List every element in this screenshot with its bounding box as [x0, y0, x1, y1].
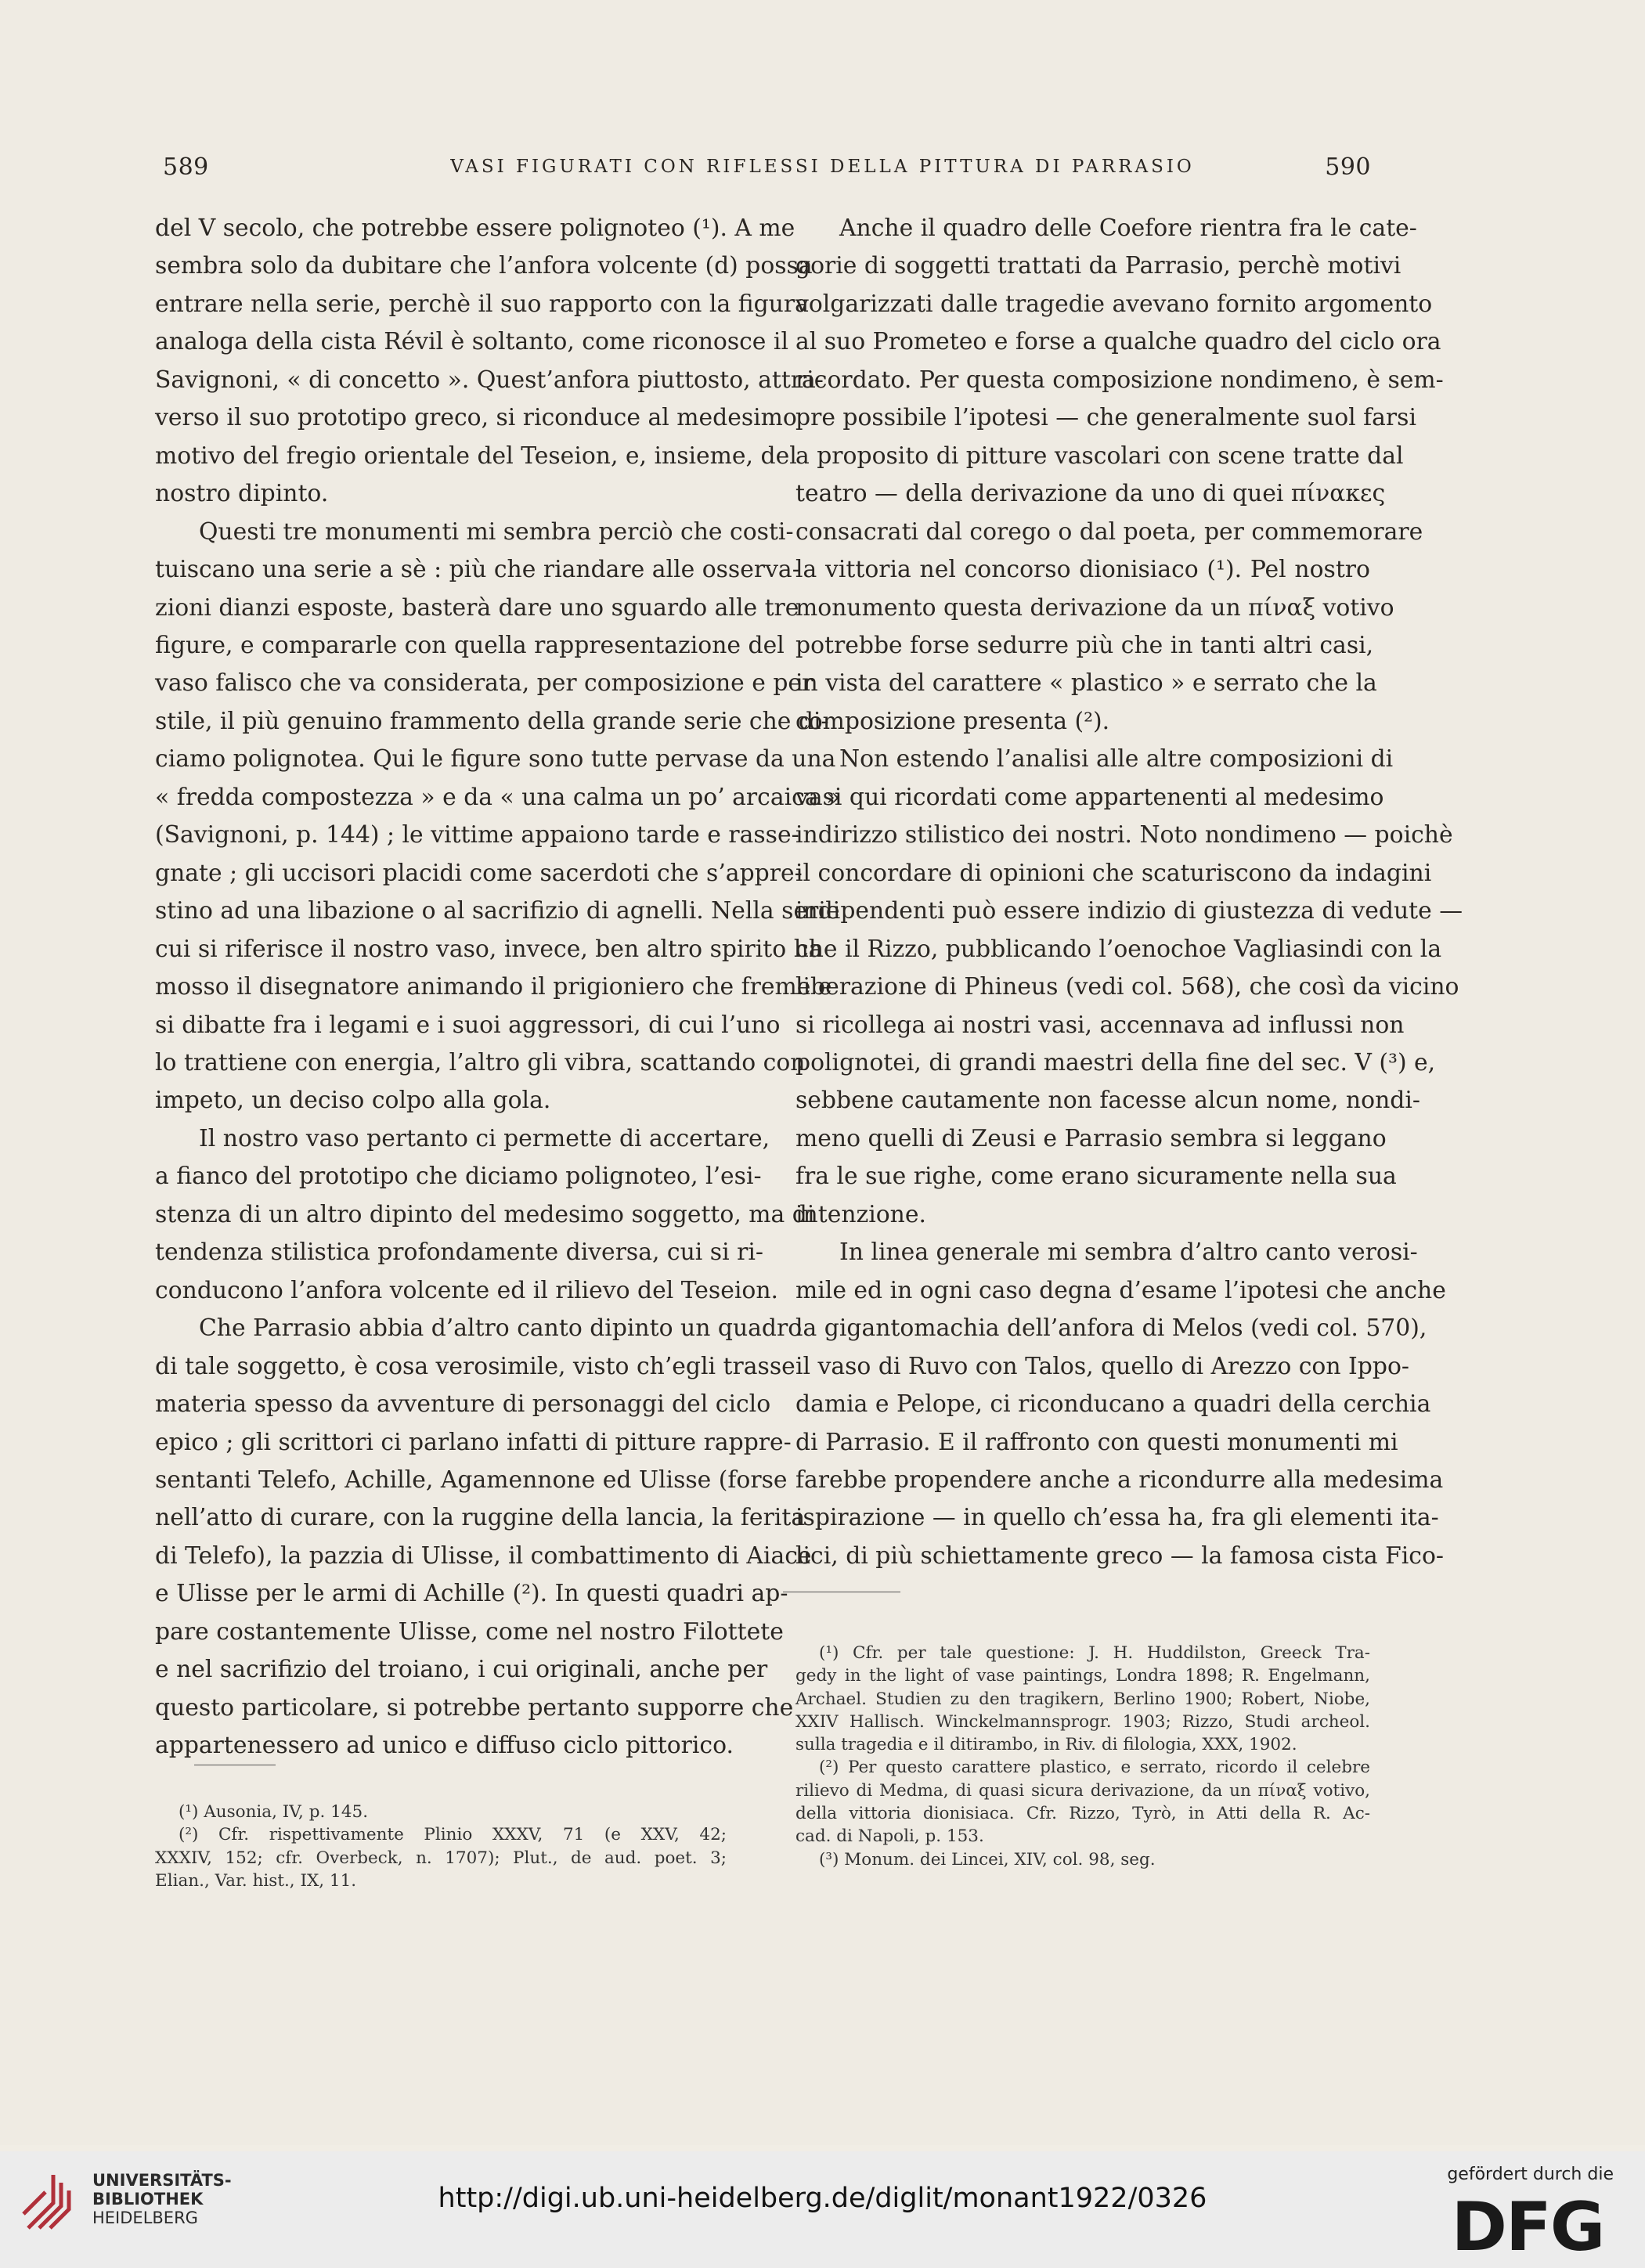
footnote-line: (¹) Cfr. per tale questione: J. H. Huddilston, Greeck Tra-	[819, 1643, 1370, 1663]
text-line: epico ; gli scrittori ci parlano infatti di pitture rappre-	[155, 1428, 792, 1456]
text-line: cui si riferisce il nostro vaso, invece, ben altro spirito ha	[155, 935, 823, 963]
text-line: conducono l’anfora volcente ed il rilievo del Teseion.	[155, 1276, 778, 1304]
footnote-line: gedy in the light of vase paintings, Londra 1898; R. Engelmann,	[795, 1666, 1370, 1686]
text-line: sembra solo da dubitare che l’anfora volcente (d) possa	[155, 252, 813, 280]
text-line: (Savignoni, p. 144) ; le vittime appaiono tarde e rasse-	[155, 821, 799, 849]
text-line: del V secolo, che potrebbe essere polignoteo (¹). A me	[155, 215, 795, 242]
left-footnotes	[155, 1801, 727, 1892]
footer-bar	[0, 2151, 1645, 2268]
text-line: di tale soggetto, è cosa verosimile, visto ch’egli trasse	[155, 1352, 795, 1380]
text-line: la vittoria nel concorso dionisiaco (¹). Pel nostro	[795, 556, 1370, 584]
text-line: il concordare di opinioni che scaturiscono da indagini	[795, 859, 1432, 887]
text-line: zioni dianzi esposte, basterà dare uno sguardo alle tre	[155, 593, 799, 622]
text-line: damia e Pelope, ci riconducano a quadri della cerchia	[795, 1390, 1431, 1419]
footnote-line: (²) Per questo carattere plastico, e serrato, ricordo il celebre	[819, 1758, 1370, 1778]
right-footnotes	[795, 1642, 1370, 1871]
svg-text:DFG: DFG	[1451, 2194, 1604, 2258]
text-line: monumento questa derivazione da un πίναξ votivo	[795, 593, 1394, 622]
text-line: stino ad una libazione o al sacrifizio di agnelli. Nella serie	[155, 897, 840, 925]
permalink-url[interactable]: http://digi.ub.uni-heidelberg.de/diglit/monant1922/0326	[438, 2183, 1207, 2214]
text-line: lici, di più schiettamente greco — la famosa cista Fico-	[795, 1541, 1444, 1570]
footnote-line: (³) Monum. dei Lincei, XIV, col. 98, seg.	[819, 1849, 1156, 1870]
text-line: a fianco del prototipo che diciamo polignoteo, l’esi-	[155, 1163, 762, 1191]
text-line: pre possibile l’ipotesi — che generalmente suol farsi	[795, 404, 1416, 432]
text-line: e Ulisse per le armi di Achille (²). In questi quadri ap-	[155, 1580, 788, 1608]
text-line: liberazione di Phineus (vedi col. 568), che così da vicino	[795, 973, 1459, 1001]
text-line: materia spesso da avventure di personaggi del ciclo	[155, 1390, 771, 1419]
text-line: a proposito di pitture vascolari con scene tratte dal	[795, 442, 1404, 470]
text-line: il vaso di Ruvo con Talos, quello di Arezzo con Ippo-	[795, 1352, 1409, 1380]
text-line: Anche il quadro delle Coefore rientra fra le cate-	[839, 215, 1417, 242]
footnote-line: cad. di Napoli, p. 153.	[795, 1826, 984, 1847]
text-line: che il Rizzo, pubblicando l’oenochoe Vagliasindi con la	[795, 935, 1442, 963]
text-line: entrare nella serie, perchè il suo rapporto con la figura	[155, 290, 809, 318]
footnote-line: Elian., Var. hist., IX, 11.	[155, 1870, 357, 1891]
text-line: mosso il disegnatore animando il prigioniero che freme e	[155, 973, 832, 1001]
footnote-line: XXIV Hallisch. Winckelmannsprogr. 1903; Rizzo, Studi archeol.	[795, 1711, 1370, 1732]
text-line: In linea generale mi sembra d’altro canto verosi-	[839, 1239, 1418, 1267]
running-header	[0, 153, 1645, 193]
text-line: in vista del carattere « plastico » e serrato che la	[795, 669, 1377, 698]
running-title: VASI FIGURATI CON RIFLESSI DELLA PITTURA DI PARRASIO	[450, 157, 1195, 177]
text-line: meno quelli di Zeusi e Parrasio sembra si leggano	[795, 1124, 1387, 1152]
text-line: lo trattiene con energia, l’altro gli vibra, scattando con	[155, 1048, 806, 1076]
text-line: gnate ; gli uccisori placidi come sacerdoti che s’appre-	[155, 859, 803, 887]
text-line: motivo del fregio orientale del Teseion, e, insieme, del	[155, 442, 797, 470]
text-line: verso il suo prototipo greco, si riconduce al medesimo	[155, 404, 797, 432]
text-line: mile ed in ogni caso degna d’esame l’ipotesi che anche	[795, 1276, 1446, 1304]
page-number-right: 590	[1325, 153, 1371, 181]
funding-caption: gefördert durch die	[1447, 2165, 1614, 2184]
text-line: stenza di un altro dipinto del medesimo soggetto, ma di	[155, 1200, 815, 1228]
text-line: si ricollega ai nostri vasi, accennava ad influssi non	[795, 1011, 1405, 1039]
text-line: sentanti Telefo, Achille, Agamennone ed Ulisse (forse	[155, 1466, 788, 1494]
text-line: figure, e compararle con quella rappresentazione del	[155, 631, 785, 659]
text-line: Il nostro vaso pertanto ci permette di accertare,	[199, 1124, 770, 1152]
page-number-left: 589	[163, 153, 209, 181]
footnote-line: rilievo di Medma, di quasi sicura derivazione, da un πίναξ votivo,	[795, 1780, 1370, 1801]
text-line: questo particolare, si potrebbe pertanto supporre che	[155, 1693, 794, 1722]
footnote-line: sulla tragedia e il ditirambo, in Riv. di filologia, XXX, 1902.	[795, 1735, 1297, 1755]
text-line: composizione presenta (²).	[795, 707, 1110, 735]
text-line: tendenza stilistica profondamente diversa, cui si ri-	[155, 1239, 763, 1267]
text-line: indirizzo stilistico dei nostri. Noto nondimeno — poichè	[795, 821, 1453, 849]
left-column	[155, 210, 841, 1765]
right-column	[795, 210, 1463, 1575]
text-line: gorie di soggetti trattati da Parrasio, perchè motivi	[795, 252, 1401, 280]
text-line: intenzione.	[795, 1200, 926, 1228]
footnote-line: della vittoria dionisiaca. Cfr. Rizzo, Tyrò, in Atti della R. Ac-	[795, 1804, 1370, 1824]
text-line: la gigantomachia dell’anfora di Melos (vedi col. 570),	[795, 1314, 1427, 1343]
text-line: Non estendo l’analisi alle altre composizioni di	[839, 745, 1394, 773]
text-line: di Telefo), la pazzia di Ulisse, il combattimento di Aiace	[155, 1541, 812, 1570]
text-line: impeto, un deciso colpo alla gola.	[155, 1087, 551, 1115]
text-line: appartenessero ad unico e diffuso ciclo pittorico.	[155, 1732, 734, 1760]
footnote-line: (²) Cfr. rispettivamente Plinio XXXV, 71 (e XXV, 42;	[179, 1825, 727, 1845]
text-line: ispirazione — in quello ch’essa ha, fra gli elementi ita-	[795, 1504, 1439, 1532]
text-line: ricordato. Per questa composizione nondimeno, è sem-	[795, 366, 1444, 394]
text-line: potrebbe forse sedurre più che in tanti altri casi,	[795, 631, 1374, 659]
text-line: consacrati dal corego o dal poeta, per commemorare	[795, 517, 1423, 546]
text-line: stile, il più genuino frammento della grande serie che di-	[155, 707, 829, 735]
text-line: farebbe propendere anche a ricondurre alla medesima	[795, 1466, 1444, 1494]
text-line: di Parrasio. E il raffronto con questi monumenti mi	[795, 1428, 1398, 1456]
text-line: polignotei, di grandi maestri della fine del sec. V (³) e,	[795, 1048, 1436, 1076]
text-line: volgarizzati dalle tragedie avevano fornito argomento	[795, 290, 1433, 318]
text-line: fra le sue righe, come erano sicuramente nella sua	[795, 1163, 1397, 1191]
text-line: Che Parrasio abbia d’altro canto dipinto un quadro	[199, 1314, 803, 1343]
text-line: sebbene cautamente non facesse alcun nome, nondi-	[795, 1087, 1420, 1115]
library-name-line3: HEIDELBERG	[92, 2209, 198, 2227]
text-line: « fredda compostezza » e da « una calma un po’ arcaica »	[155, 783, 841, 811]
text-line: si dibatte fra i legami e i suoi aggressori, di cui l’uno	[155, 1011, 781, 1039]
text-line: analoga della cista Révil è soltanto, come riconosce il	[155, 328, 788, 356]
text-line: vaso falisco che va considerata, per composizione e per	[155, 669, 813, 698]
text-line: al suo Prometeo e forse a qualche quadro del ciclo ora	[795, 328, 1441, 356]
text-line: Savignoni, « di concetto ». Quest’anfora piuttosto, attra-	[155, 366, 824, 394]
text-line: Questi tre monumenti mi sembra perciò che costi-	[199, 517, 794, 546]
text-line: nell’atto di curare, con la ruggine della lancia, la ferita	[155, 1504, 806, 1532]
footnote-line: XXXIV, 152; cfr. Overbeck, n. 1707); Plut., de aud. poet. 3;	[155, 1848, 727, 1868]
text-line: teatro — della derivazione da uno di quei πίνακες	[795, 480, 1386, 508]
text-line: indipendenti può essere indizio di giustezza di vedute —	[795, 897, 1463, 925]
library-name-line1: UNIVERSITÄTS-	[92, 2171, 232, 2190]
library-name-line2: BIBLIOTHEK	[92, 2190, 204, 2209]
footnote-line: Archael. Studien zu den tragikern, Berlino 1900; Robert, Niobe,	[795, 1689, 1370, 1709]
text-line: nostro dipinto.	[155, 480, 329, 508]
text-line: ciamo polignotea. Qui le figure sono tutte pervase da una	[155, 745, 836, 773]
text-line: e nel sacrifizio del troiano, i cui originali, anche per	[155, 1656, 768, 1684]
text-line: tuiscano una serie a sè : più che riandare alle osserva-	[155, 556, 800, 584]
text-line: pare costantemente Ulisse, come nel nostro Filottete	[155, 1617, 784, 1646]
footnote-line: (¹) Ausonia, IV, p. 145.	[179, 1802, 369, 1822]
text-line: vasi qui ricordati come appartenenti al medesimo	[795, 783, 1384, 811]
dfg-logo-icon	[1441, 2194, 1614, 2258]
